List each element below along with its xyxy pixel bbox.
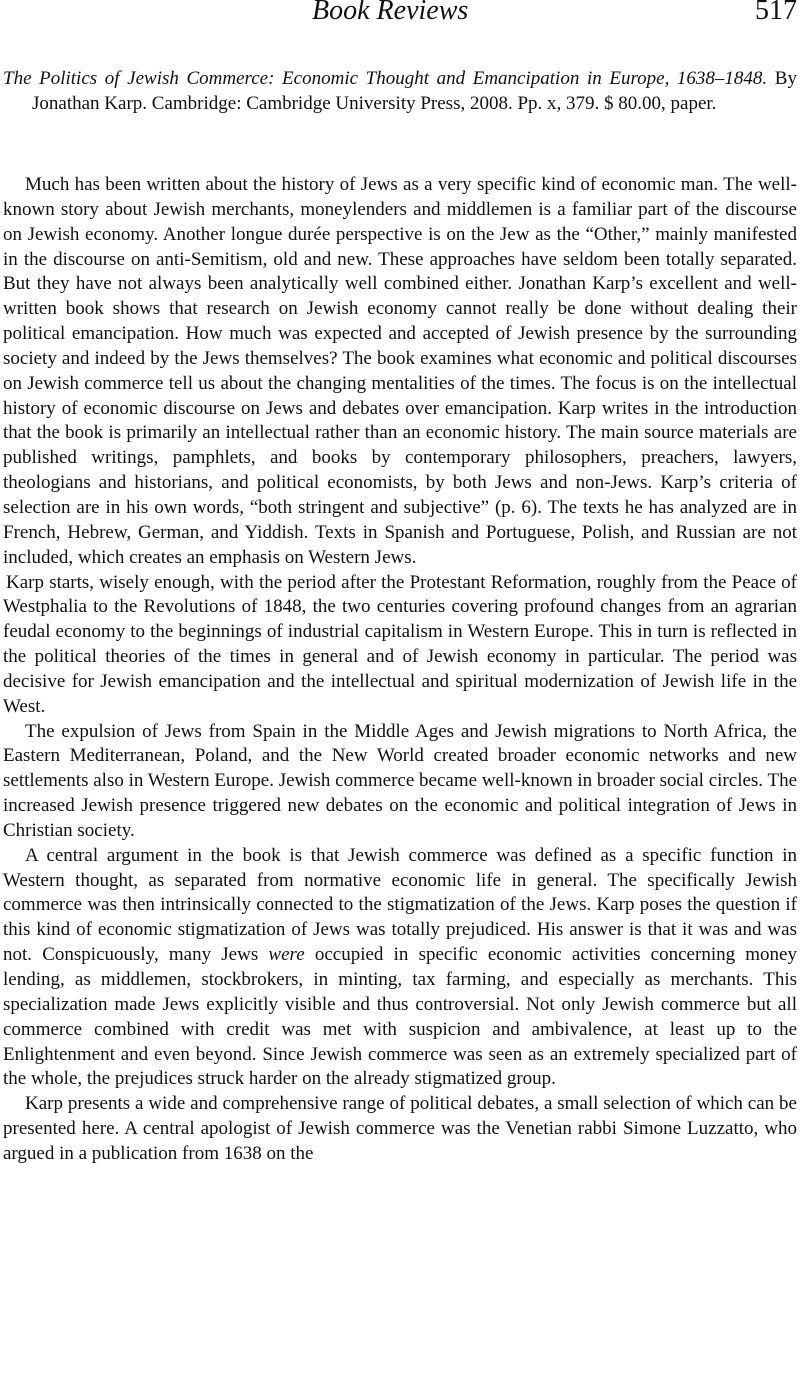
paragraph-4-text-start: A central argument in the book is that Jewish commerce was defined as a specific function in Western thought, as separated from normative economic life in general. The specifically Jewish commerce was then intrinsically connected to the stigmatization of the Jews. Karp poses the question if this kind of economic stigmatization of Jews was totally prejudiced. His answer is that it was and was not. Conspicuously, many Jews (3, 844, 797, 966)
paragraph-5: Karp presents a wide and comprehensive range of political debates, a small selection of which can be presented here. A central apologist of Jewish commerce was the Venetian rabbi Simone Luzzatto, who argued in a publication from 1638 on the (3, 1093, 797, 1164)
paragraph-2: Karp starts, wisely enough, with the period after the Protestant Reformation, roughly from the Peace of Westphalia to the Revolutions of 1848, the two centuries covering profound changes from an agrarian feudal economy to the beginnings of industrial capitalism in Western Europe. This in turn is reflected in the political theories of the times in general and of Jewish economy in particular. The period was decisive for Jewish emancipation and the intellectual and spiritual modernization of Jewish life in the West. (3, 571, 797, 717)
paragraph-3: The expulsion of Jews from Spain in the Middle Ages and Jewish migrations to North Africa, the Eastern Mediterranean, Poland, and the New World created broader economic networks and new settlements also in Western Europe. Jewish commerce became well-known in broader social circles. The increased Jewish presence triggered new debates on the economic and political integration of Jews in Christian society. (3, 720, 797, 841)
book-details: By Jonathan Karp. Cambridge: Cambridge University Press, 2008. Pp. x, 379. $ 80.00, paper. (32, 68, 797, 114)
running-header (0, 0, 800, 34)
book-title: The Politics of Jewish Commerce: Economic Thought and Emancipation in Europe, 1638–1848. (3, 68, 768, 89)
review-body (3, 173, 797, 1167)
page-number: 517 (755, 0, 797, 26)
paragraph-4-text-end: occupied in specific economic activities concerning money lending, as middlemen, stockbrokers, in minting, tax farming, and especially as merchants. This specialization made Jews explicitly visible and thus controversial. Not only Jewish commerce but all commerce combined with credit was met with suspicion and ambivalence, at least up to the Enlightenment and even beyond. Since Jewish commerce was seen as an extremely specialized part of the whole, the prejudices struck harder on the already stigmatized group. (3, 944, 797, 1090)
paragraph-4 (3, 844, 797, 1092)
paragraph-1: Much has been written about the history of Jews as a very specific kind of economic man. The well-known story about Jewish merchants, moneylenders and middlemen is a familiar part of the discourse on Jewish economy. Another longue durée perspective is on the Jew as the “Other,” mainly manifested in the discourse on anti-Semitism, old and new. These approaches have seldom been totally separated. But they have not always been analytically well combined either. Jonathan Karp’s excellent and well-written book shows that research on Jewish economy cannot really be done without dealing their political emancipation. How much was expected and accepted of Jewish presence by the surrounding society and indeed by the Jews themselves? The book examines what economic and political discourses on Jewish commerce tell us about the changing mentalities of the times. The focus is on the intellectual history of economic discourse on Jews and debates over emancipation. Karp writes in the introduction that the book is primarily an intellectual rather than an economic history. The main source materials are published writings, pamphlets, and books by contemporary philosophers, preachers, lawyers, theologians and historians, and political economists, by both Jews and non-Jews. Karp’s criteria of selection are in his own words, “both stringent and subjective” (p. 6). The texts he has analyzed are in French, Hebrew, German, and Yiddish. Texts in Spanish and Portuguese, Polish, and Russian are not included, which creates an emphasis on Western Jews. (3, 174, 797, 568)
running-title: Book Reviews (312, 0, 469, 26)
paragraph-4-emphasis: were (268, 944, 305, 966)
book-citation (3, 67, 797, 116)
